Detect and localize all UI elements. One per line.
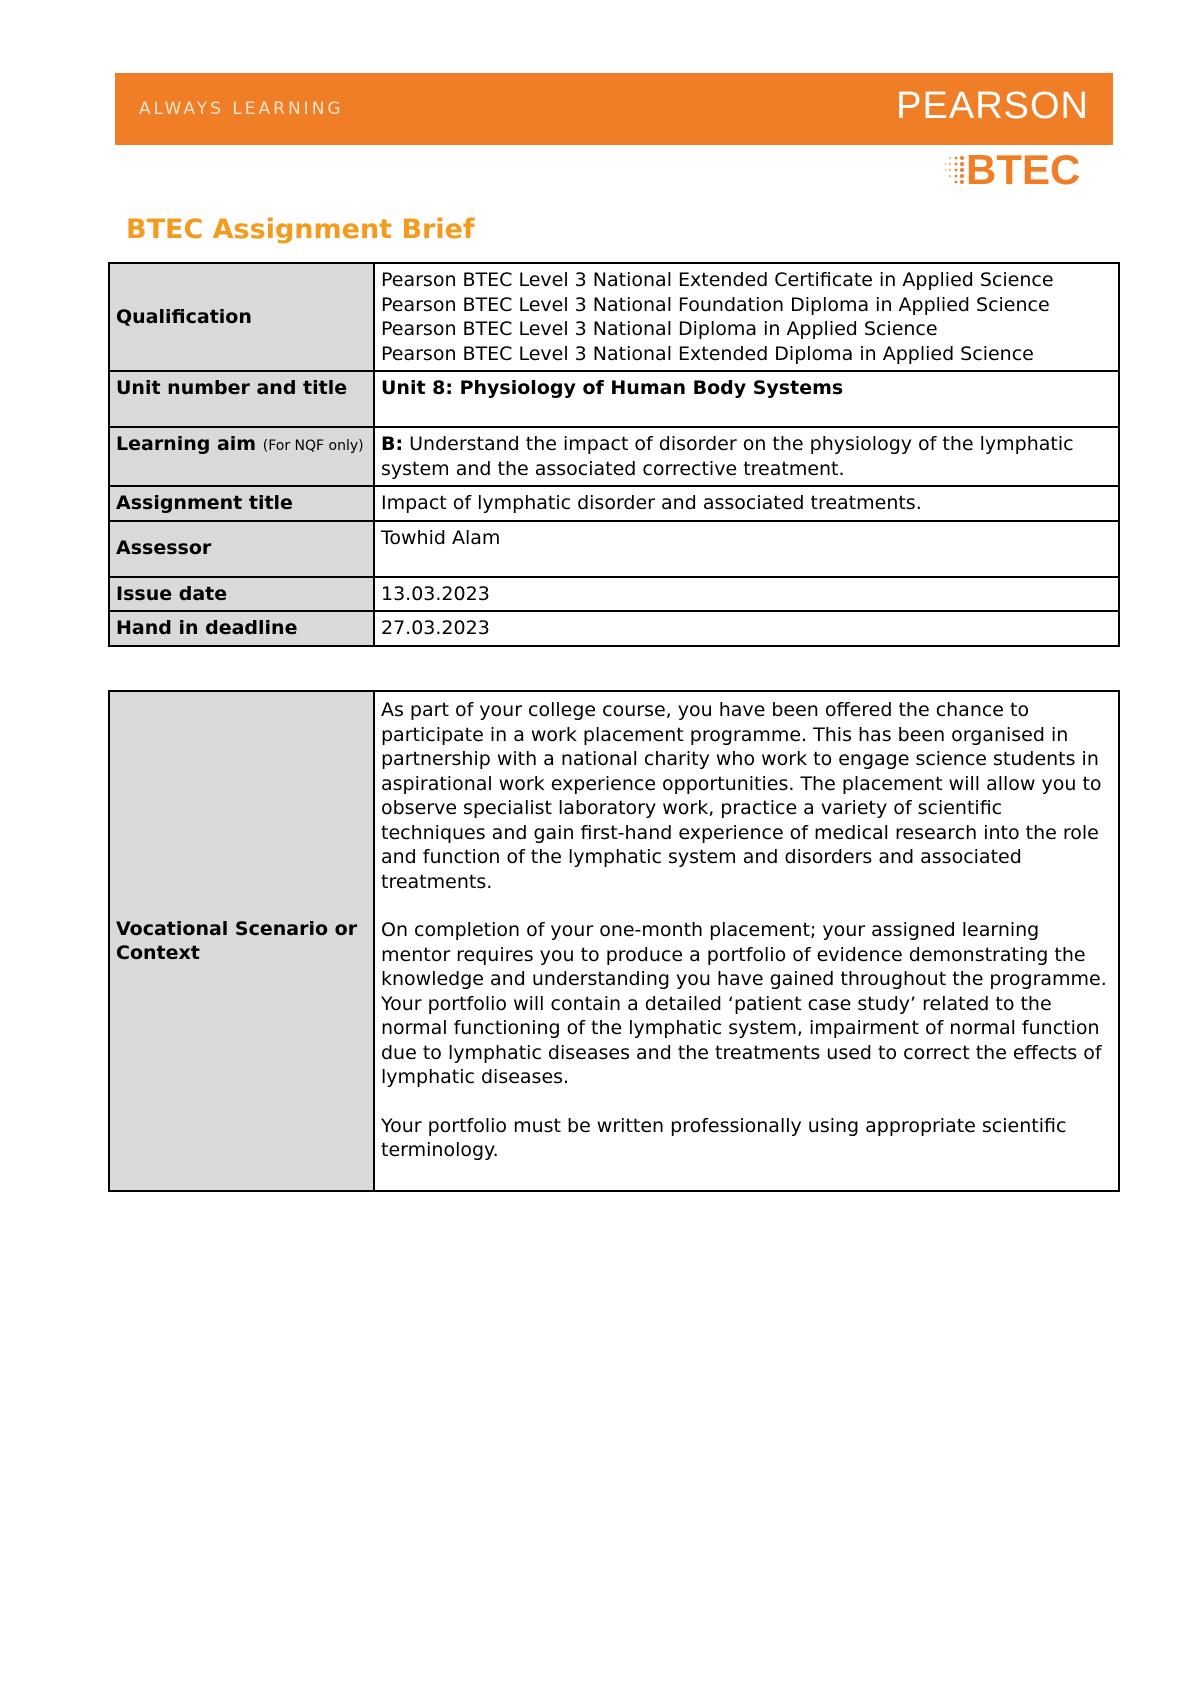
scenario-label: Vocational Scenario or Context bbox=[109, 691, 374, 1191]
scenario-paragraph: On completion of your one-month placement; your assigned learning mentor requires you to produce a portfolio of evidence demonstrating the knowledge and understanding you have gained throughout the programme. Your portfolio will contain a detailed ‘patient case study’ related to the normal functioning of the lymphatic system, impairment of normal function due to lymphatic diseases and the treatments used to correct the effects of lymphatic diseases. bbox=[381, 919, 1107, 1088]
assignment-title-label: Assignment title bbox=[109, 486, 374, 521]
learning-aim-code: B: bbox=[381, 433, 404, 455]
assignment-details-table bbox=[108, 262, 1120, 647]
qualification-line: Pearson BTEC Level 3 National Extended Certificate in Applied Science bbox=[381, 269, 1054, 291]
unit-label: Unit number and title bbox=[109, 371, 374, 427]
table-row bbox=[109, 611, 1119, 646]
learning-aim-label-text: Learning aim bbox=[116, 433, 257, 455]
pearson-logo: PEARSON bbox=[896, 85, 1089, 127]
deadline-label: Hand in deadline bbox=[109, 611, 374, 646]
qualification-label: Qualification bbox=[109, 263, 374, 371]
issue-date-label: Issue date bbox=[109, 577, 374, 612]
scenario-text bbox=[374, 691, 1119, 1191]
table-row bbox=[109, 577, 1119, 612]
btec-wordmark: BTEC bbox=[966, 146, 1081, 193]
qualification-value bbox=[374, 263, 1119, 371]
learning-aim-text: Understand the impact of disorder on the physiology of the lymphatic system and the associated corrective treatment. bbox=[381, 433, 1074, 480]
page-title: BTEC Assignment Brief bbox=[126, 214, 475, 245]
assignment-title-value: Impact of lymphatic disorder and associated treatments. bbox=[374, 486, 1119, 521]
btec-logo bbox=[944, 146, 1094, 196]
scenario-table bbox=[108, 690, 1120, 1192]
table-row bbox=[109, 371, 1119, 427]
btec-dots-icon bbox=[944, 154, 966, 184]
table-row bbox=[109, 486, 1119, 521]
issue-date-value: 13.03.2023 bbox=[374, 577, 1119, 612]
banner-tagline: ALWAYS LEARNING bbox=[139, 99, 344, 119]
table-row bbox=[109, 263, 1119, 371]
assessor-label: Assessor bbox=[109, 521, 374, 577]
pearson-banner bbox=[115, 73, 1113, 145]
assessor-value: Towhid Alam bbox=[374, 521, 1119, 577]
learning-aim-label bbox=[109, 427, 374, 486]
learning-aim-note: (For NQF only) bbox=[262, 438, 364, 454]
qualification-line: Pearson BTEC Level 3 National Diploma in Applied Science bbox=[381, 318, 938, 340]
table-row bbox=[109, 427, 1119, 486]
learning-aim-value bbox=[374, 427, 1119, 486]
qualification-line: Pearson BTEC Level 3 National Extended Diploma in Applied Science bbox=[381, 342, 1034, 365]
table-row bbox=[109, 521, 1119, 577]
deadline-value: 27.03.2023 bbox=[374, 611, 1119, 646]
scenario-paragraph: As part of your college course, you have been offered the chance to participate in a work placement programme. This has been organised in partnership with a national charity who work to engage science students in aspirational work experience opportunities. The placement will allow you to observe specialist laboratory work, practice a variety of scientific techniques and gain first-hand experience of medical research into the role and function of the lymphatic system and disorders and associated treatments. bbox=[381, 699, 1102, 893]
qualification-line: Pearson BTEC Level 3 National Foundation Diploma in Applied Science bbox=[381, 293, 1050, 316]
unit-value: Unit 8: Physiology of Human Body Systems bbox=[374, 371, 1119, 427]
table-row bbox=[109, 691, 1119, 1191]
scenario-paragraph: Your portfolio must be written professionally using appropriate scientific terminology. bbox=[381, 1114, 1067, 1161]
